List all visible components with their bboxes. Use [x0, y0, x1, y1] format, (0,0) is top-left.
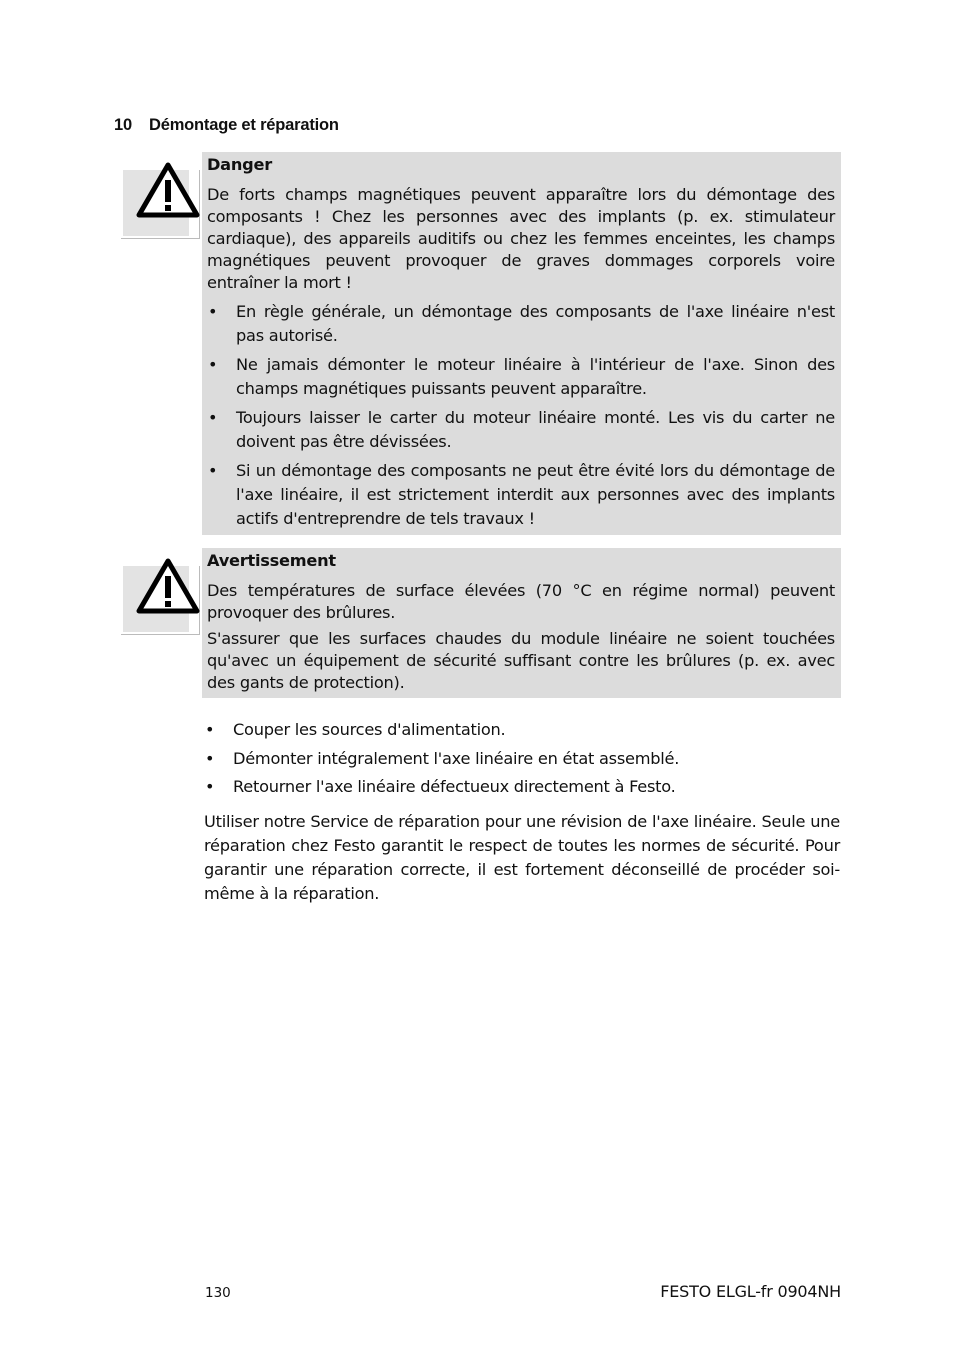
list-item: • Couper les sources d'alimentation. [204, 719, 840, 741]
warning-triangle-icon [135, 158, 201, 224]
list-item: • Ne jamais démonter le moteur linéaire à l'intérieur de l'axe. Sinon des champs magnétiques puissants peuvent apparaître. [207, 353, 835, 401]
closing-paragraph: Utiliser notre Service de réparation pour une révision de l'axe linéaire. Seule une réparation chez Festo garantit le respect de toutes les normes de sécurité. Pour garantir une réparation correcte, il est fortement déconseillé de procéder soi-même à la réparation. [204, 812, 840, 903]
warning-para-2: S'assurer que les surfaces chaudes du module linéaire ne soient touchées qu'avec un équipement de sécurité suffisant contre les brûlures (p. ex. avec des gants de protection). [207, 629, 835, 692]
section-number: 10 [114, 116, 132, 134]
danger-icon-box [121, 170, 200, 239]
danger-notice [202, 152, 841, 535]
list-item: • Retourner l'axe linéaire défectueux directement à Festo. [204, 776, 840, 798]
steps-list [204, 719, 840, 805]
list-item: • Toujours laisser le carter du moteur linéaire monté. Les vis du carter ne doivent pas être dévissées. [207, 406, 835, 454]
warning-para-1: Des températures de surface élevées (70 °C en régime normal) peuvent provoquer des brûlures. [207, 581, 835, 622]
list-item: • Démonter intégralement l'axe linéaire en état assemblé. [204, 748, 840, 770]
section-title: Démontage et réparation [149, 116, 339, 134]
page-number: 130 [205, 1285, 231, 1301]
warning-heading: Avertissement [207, 551, 336, 570]
danger-heading: Danger [207, 155, 272, 174]
danger-intro: De forts champs magnétiques peuvent apparaître lors du démontage des composants ! Chez les personnes avec des implants (p. ex. stimulateur cardiaque), des appareils auditifs ou chez les femmes enceintes, les champs magnétiques peuvent provoquer de graves dommages corporels voire entraîner la mort ! [207, 185, 835, 292]
list-item: • Si un démontage des composants ne peut être évité lors du démontage de l'axe linéaire, il est strictement interdit aux personnes avec des implants actifs d'entreprendre de tels travaux ! [207, 459, 835, 531]
warning-notice [202, 548, 841, 698]
section-heading [114, 116, 339, 135]
warning-icon-box [121, 566, 200, 635]
document-reference: FESTO ELGL-fr 0904NH [660, 1282, 841, 1301]
warning-triangle-icon [135, 554, 201, 620]
danger-bullet-list [207, 300, 835, 531]
list-item: • En règle générale, un démontage des composants de l'axe linéaire n'est pas autorisé. [207, 300, 835, 348]
